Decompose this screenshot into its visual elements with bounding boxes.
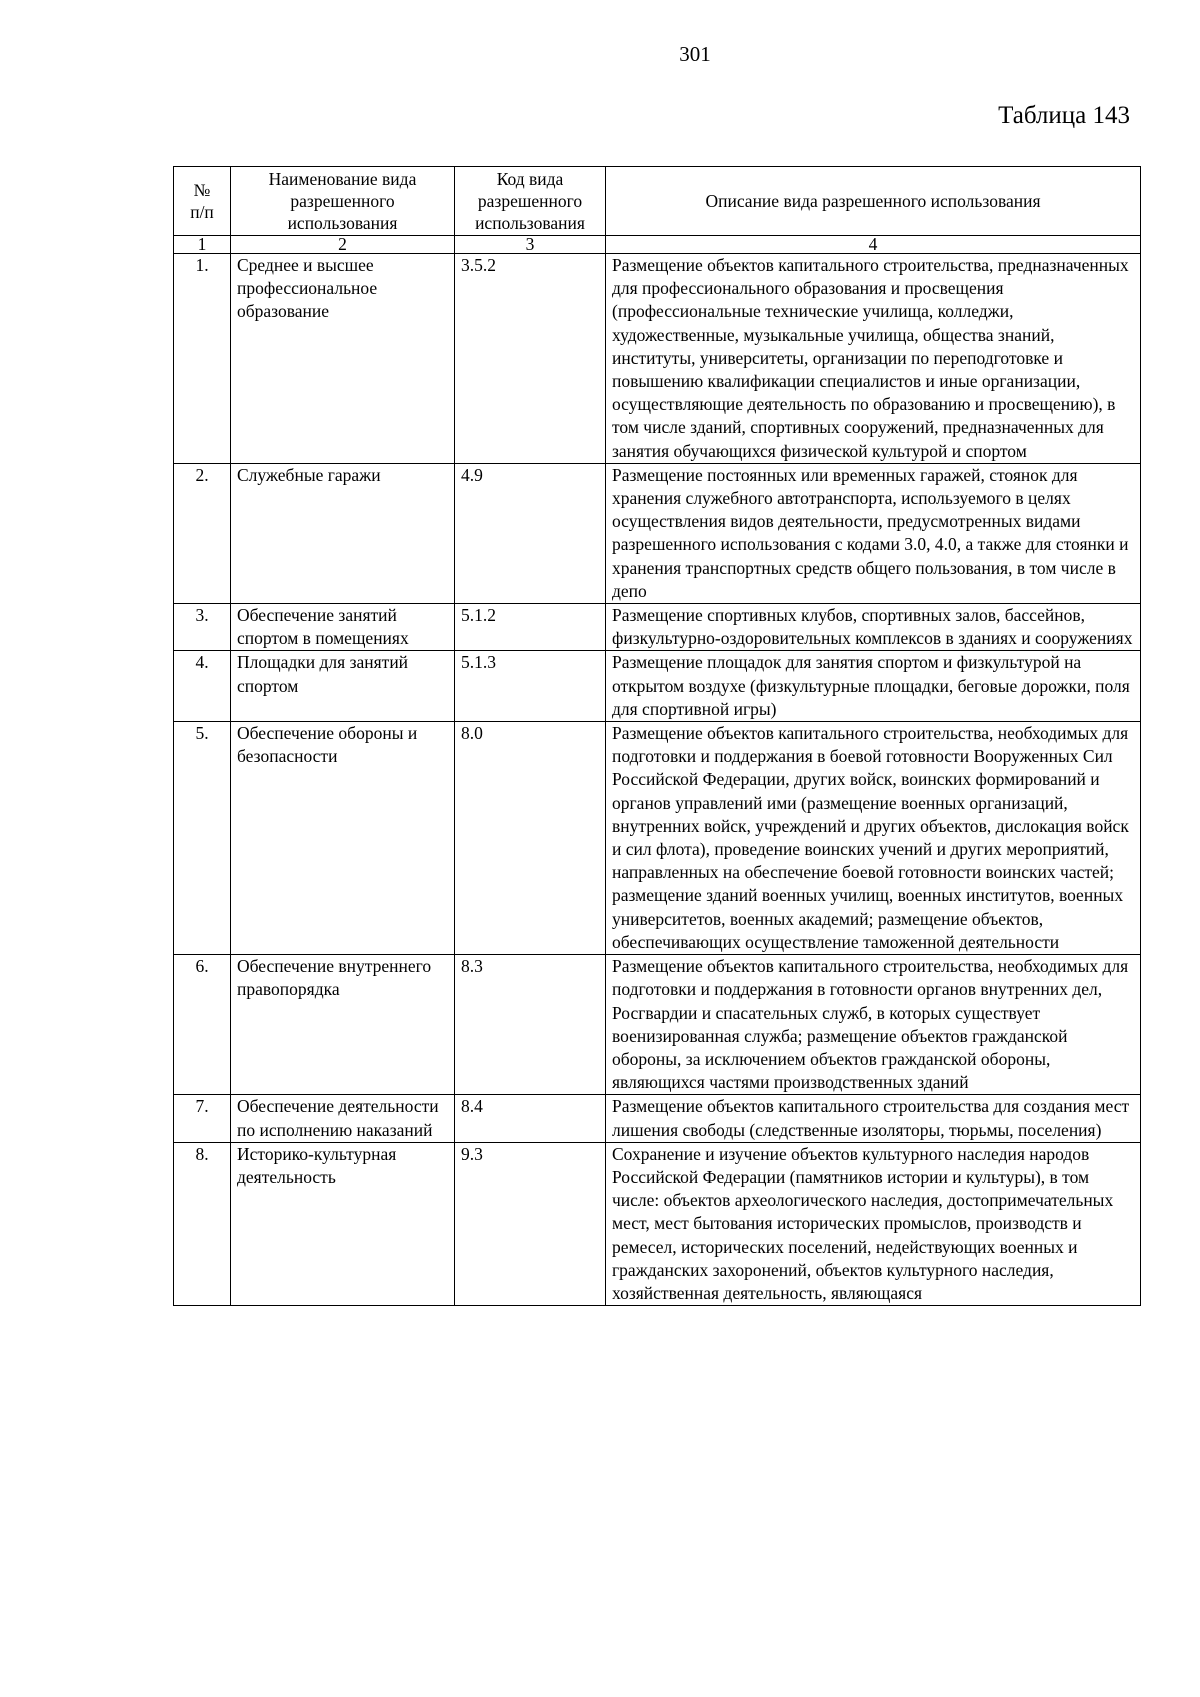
row-name: Обеспечение внутреннего правопорядка <box>231 955 455 1095</box>
table-row <box>174 1095 1141 1142</box>
row-description: Размещение постоянных или временных гаражей, стоянок для хранения служебного автотранспорта, используемого в целях осуществления видов деятельности, предусмотренных видами разрешенного использования с кодами 3.0, 4.0, а также для стоянки и хранения транспортных средств общего пользования, в том числе в депо <box>606 463 1141 603</box>
row-name: Обеспечение обороны и безопасности <box>231 722 455 955</box>
table-row <box>174 463 1141 603</box>
row-name: Обеспечение деятельности по исполнению наказаний <box>231 1095 455 1142</box>
row-description: Размещение объектов капитального строительства, необходимых для подготовки и поддержания в готовности органов внутренних дел, Росгвардии и спасательных служб, в которых существует военизированная служба; размещение объектов гражданской обороны, за исключением объектов гражданской обороны, являющихся частями производственных зданий <box>606 955 1141 1095</box>
table-row <box>174 651 1141 722</box>
table-row <box>174 1142 1141 1305</box>
row-name: Историко-культурная деятельность <box>231 1142 455 1305</box>
table-row <box>174 955 1141 1095</box>
row-name: Обеспечение занятий спортом в помещениях <box>231 604 455 651</box>
row-name: Служебные гаражи <box>231 463 455 603</box>
row-number: 1. <box>174 254 231 464</box>
column-number: 4 <box>606 236 1141 254</box>
header-code: Код вида разрешенного использования <box>455 167 606 236</box>
header-description: Описание вида разрешенного использования <box>606 167 1141 236</box>
row-number: 2. <box>174 463 231 603</box>
row-description: Размещение спортивных клубов, спортивных залов, бассейнов, физкультурно-оздоровительных комплексов в зданиях и сооружениях <box>606 604 1141 651</box>
row-code: 3.5.2 <box>455 254 606 464</box>
column-number: 1 <box>174 236 231 254</box>
row-number: 4. <box>174 651 231 722</box>
land-use-table <box>173 166 1141 1306</box>
row-number: 5. <box>174 722 231 955</box>
page-number: 301 <box>679 42 711 66</box>
header-number: № п/п <box>174 167 231 236</box>
row-description: Размещение площадок для занятия спортом и физкультурой на открытом воздухе (физкультурные площадки, беговые дорожки, поля для спортивной игры) <box>606 651 1141 722</box>
row-description: Размещение объектов капитального строительства, необходимых для подготовки и поддержания в боевой готовности Вооруженных Сил Российской Федерации, других войск, воинских формирований и органов управлений ими (размещение военных организаций, внутренних войск, учреждений и других объектов, дислокация войск и сил флота), проведение воинских учений и других мероприятий, направленных на обеспечение боевой готовности воинских частей; размещение зданий военных училищ, военных институтов, военных университетов, военных академий; размещение объектов, обеспечивающих осуществление таможенной деятельности <box>606 722 1141 955</box>
row-code: 4.9 <box>455 463 606 603</box>
table-row <box>174 722 1141 955</box>
column-number: 2 <box>231 236 455 254</box>
table-caption: Таблица 143 <box>998 102 1130 129</box>
table-header-row <box>174 167 1141 236</box>
row-name: Среднее и высшее профессиональное образование <box>231 254 455 464</box>
row-code: 9.3 <box>455 1142 606 1305</box>
row-code: 8.0 <box>455 722 606 955</box>
row-code: 8.4 <box>455 1095 606 1142</box>
header-name: Наименование вида разрешенного использования <box>231 167 455 236</box>
row-name: Площадки для занятий спортом <box>231 651 455 722</box>
row-number: 8. <box>174 1142 231 1305</box>
column-number: 3 <box>455 236 606 254</box>
row-code: 5.1.2 <box>455 604 606 651</box>
table-row <box>174 254 1141 464</box>
row-description: Размещение объектов капитального строительства, предназначенных для профессионального образования и просвещения (профессиональные технические училища, колледжи, художественные, музыкальные училища, общества знаний, институты, университеты, организации по переподготовке и повышению квалификации специалистов и иные организации, осуществляющие деятельность по образованию и просвещению), в том числе зданий, спортивных сооружений, предназначенных для занятия обучающихся физической культурой и спортом <box>606 254 1141 464</box>
column-number-row <box>174 236 1141 254</box>
row-number: 3. <box>174 604 231 651</box>
row-number: 7. <box>174 1095 231 1142</box>
table-row <box>174 604 1141 651</box>
row-description: Размещение объектов капитального строительства для создания мест лишения свободы (следственные изоляторы, тюрьмы, поселения) <box>606 1095 1141 1142</box>
row-code: 5.1.3 <box>455 651 606 722</box>
row-code: 8.3 <box>455 955 606 1095</box>
row-number: 6. <box>174 955 231 1095</box>
row-description: Сохранение и изучение объектов культурного наследия народов Российской Федерации (памятников истории и культуры), в том числе: объектов археологического наследия, достопримечательных мест, мест бытования исторических промыслов, производств и ремесел, исторических поселений, недействующих военных и гражданских захоронений, объектов культурного наследия, хозяйственная деятельность, являющаяся <box>606 1142 1141 1305</box>
